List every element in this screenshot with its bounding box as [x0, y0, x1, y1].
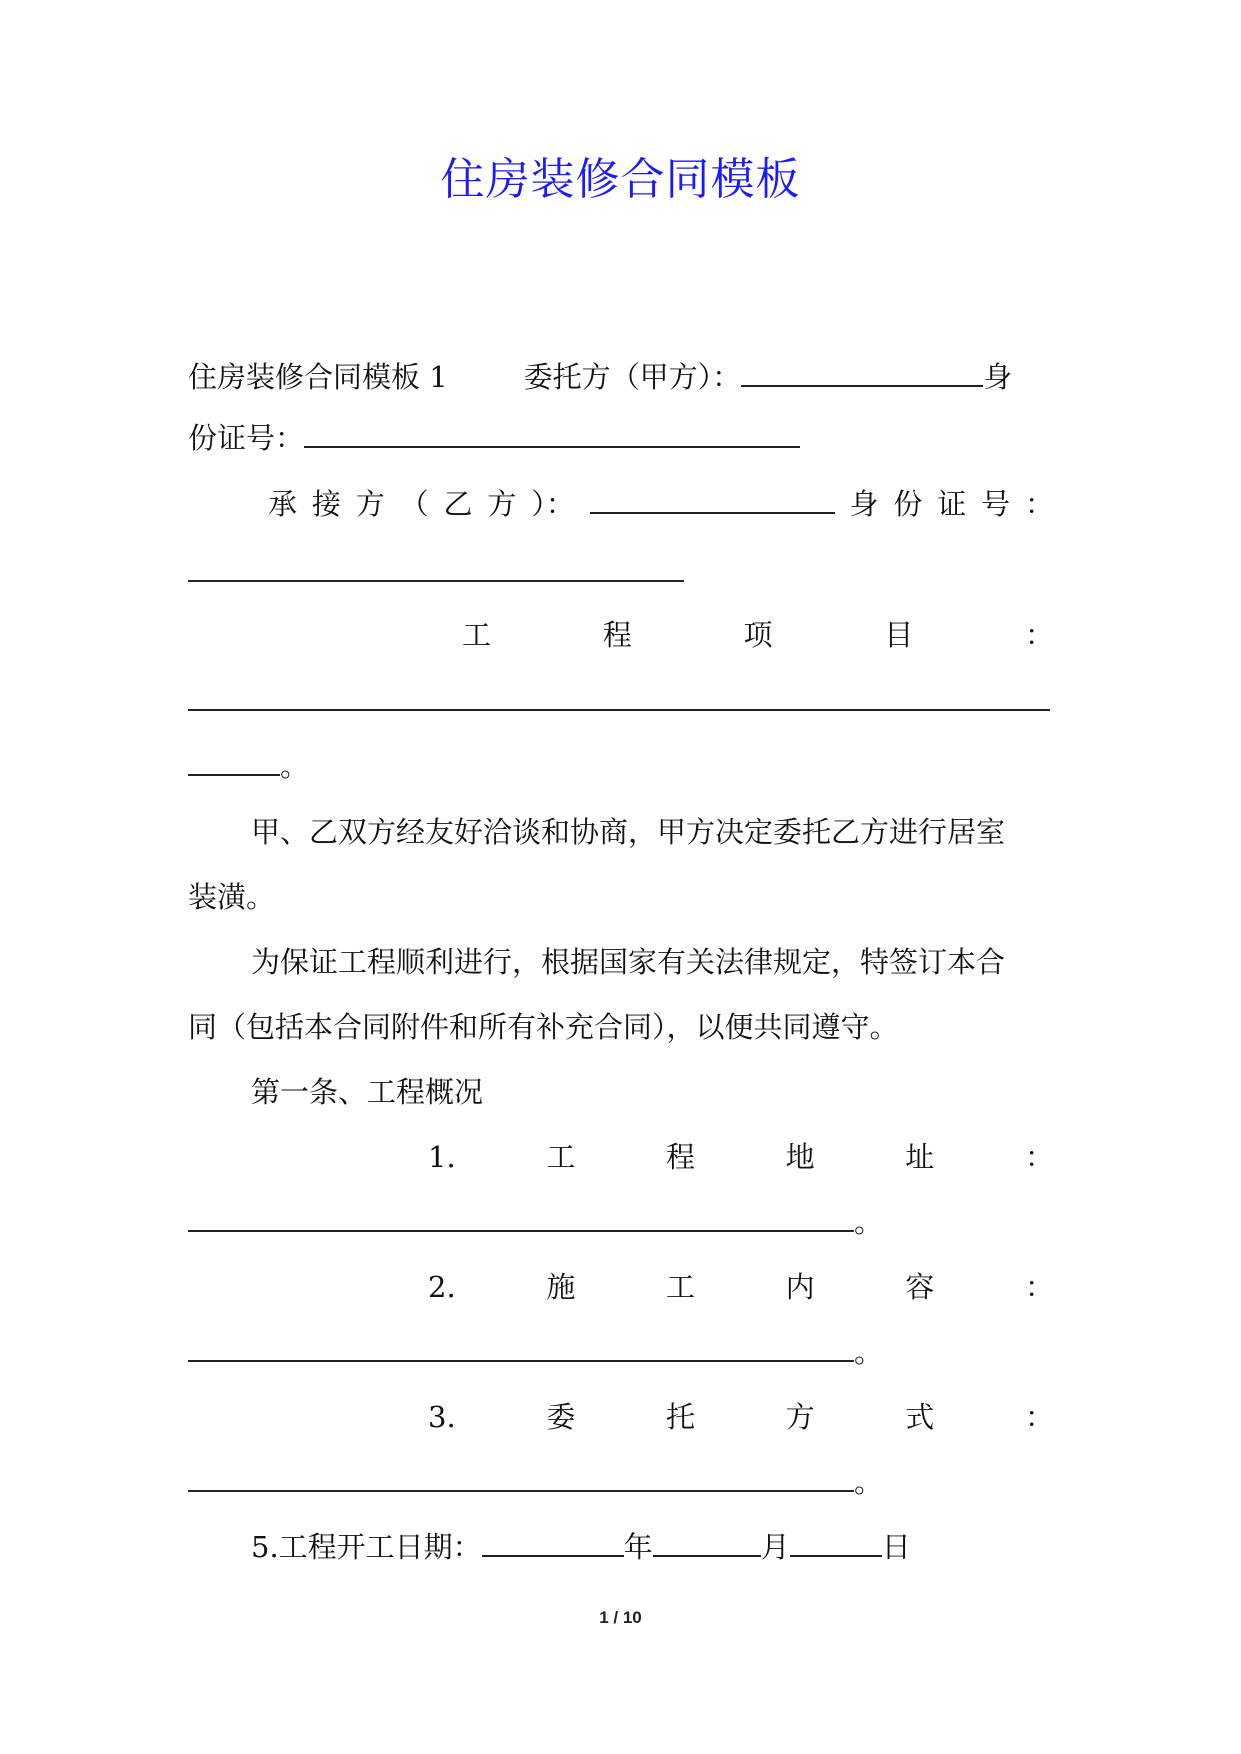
party-b-char: 承	[268, 487, 298, 521]
item-3-char: 3.	[428, 1400, 456, 1434]
start-year-blank[interactable]	[482, 1529, 624, 1557]
project-line	[462, 615, 1054, 655]
item-2-blank[interactable]	[188, 1334, 854, 1362]
item-3-char: 托	[665, 1400, 695, 1434]
item-3-char: 方	[785, 1400, 815, 1434]
item-2-blank-line	[188, 1332, 1054, 1372]
paragraph-1-line-1: 甲、乙双方经友好洽谈和协商，甲方决定委托乙方进行居室	[251, 815, 1006, 849]
item-3-char: 委	[546, 1400, 576, 1434]
item-2-end: 。	[854, 1335, 884, 1369]
start-month-blank[interactable]	[653, 1529, 761, 1557]
project-blank-continued[interactable]	[188, 748, 280, 776]
page-title: 住房装修合同模板	[440, 154, 801, 205]
page-number: 1 / 10	[599, 1608, 642, 1627]
project-blank[interactable]	[188, 709, 1050, 711]
party-a-id-label: 份证号：	[188, 421, 305, 455]
start-date-label: 5.工程开工日期：	[251, 1530, 482, 1564]
party-b-blank[interactable]	[590, 486, 835, 514]
item-1-blank[interactable]	[188, 1204, 854, 1232]
item-3-end: 。	[854, 1465, 884, 1499]
party-b-char: 乙	[443, 487, 473, 521]
item-3-char: ：	[1024, 1400, 1054, 1434]
party-b-char: 号	[981, 487, 1011, 521]
party-b-char: 方	[355, 487, 385, 521]
start-day-blank[interactable]	[790, 1529, 882, 1557]
project-end-line	[188, 746, 1054, 786]
template-heading: 住房装修合同模板 1	[188, 360, 448, 394]
item-2-char: 2.	[428, 1270, 456, 1304]
party-a-suffix: 身	[983, 360, 1013, 394]
item-3-char: 式	[905, 1400, 935, 1434]
paragraph-2-line-2: 同（包括本合同附件和所有补充合同），以便共同遵守。	[188, 1010, 899, 1044]
item-2-char: ：	[1024, 1270, 1054, 1304]
paragraph-2-line-1: 为保证工程顺利进行，根据国家有关法律规定，特签订本合	[251, 945, 1006, 979]
month-label: 月	[760, 1530, 790, 1564]
item-1-end: 。	[854, 1205, 884, 1239]
party-a-line	[188, 357, 1054, 397]
paragraph-1-line-2: 装潢。	[188, 880, 276, 914]
project-char: ：	[1024, 618, 1054, 652]
party-a-label: 委托方（甲方）：	[523, 360, 742, 394]
item-2-char: 施	[546, 1270, 576, 1304]
party-b-id-blank[interactable]	[188, 580, 684, 582]
item-1-char: 工	[546, 1140, 576, 1174]
project-char: 工	[462, 618, 492, 652]
item-2-char: 工	[665, 1270, 695, 1304]
item-2-char: 容	[905, 1270, 935, 1304]
item-1-line	[428, 1137, 1054, 1177]
item-1-char: 址	[905, 1140, 935, 1174]
party-b-char: 身	[849, 487, 879, 521]
item-1-blank-line	[188, 1202, 1054, 1242]
party-b-char: 份	[893, 487, 923, 521]
project-char: 目	[884, 618, 914, 652]
party-b-char: 证	[937, 487, 967, 521]
party-a-id-blank[interactable]	[304, 420, 800, 448]
item-1-char: 地	[785, 1140, 815, 1174]
item-3-line	[428, 1397, 1054, 1437]
party-b-char: ：	[1024, 487, 1054, 521]
party-a-blank[interactable]	[741, 359, 983, 387]
project-end: 。	[280, 749, 310, 783]
day-label: 日	[881, 1530, 911, 1564]
article-1-heading: 第一条、工程概况	[251, 1075, 484, 1109]
party-b-char: ）：	[531, 487, 575, 521]
item-3-blank[interactable]	[188, 1464, 854, 1492]
item-1-char: ：	[1024, 1140, 1054, 1174]
item-3-blank-line	[188, 1462, 1054, 1502]
item-5-line	[251, 1527, 1054, 1567]
project-char: 项	[743, 618, 773, 652]
party-b-char: 接	[311, 487, 341, 521]
party-b-char: 方	[487, 487, 517, 521]
item-1-char: 程	[665, 1140, 695, 1174]
item-1-char: 1.	[428, 1140, 456, 1174]
item-2-char: 内	[785, 1270, 815, 1304]
party-a-id-line	[188, 418, 1054, 458]
party-b-line	[268, 484, 1054, 524]
year-label: 年	[623, 1530, 653, 1564]
project-char: 程	[602, 618, 632, 652]
party-b-char: （	[399, 487, 429, 521]
item-2-line	[428, 1267, 1054, 1307]
